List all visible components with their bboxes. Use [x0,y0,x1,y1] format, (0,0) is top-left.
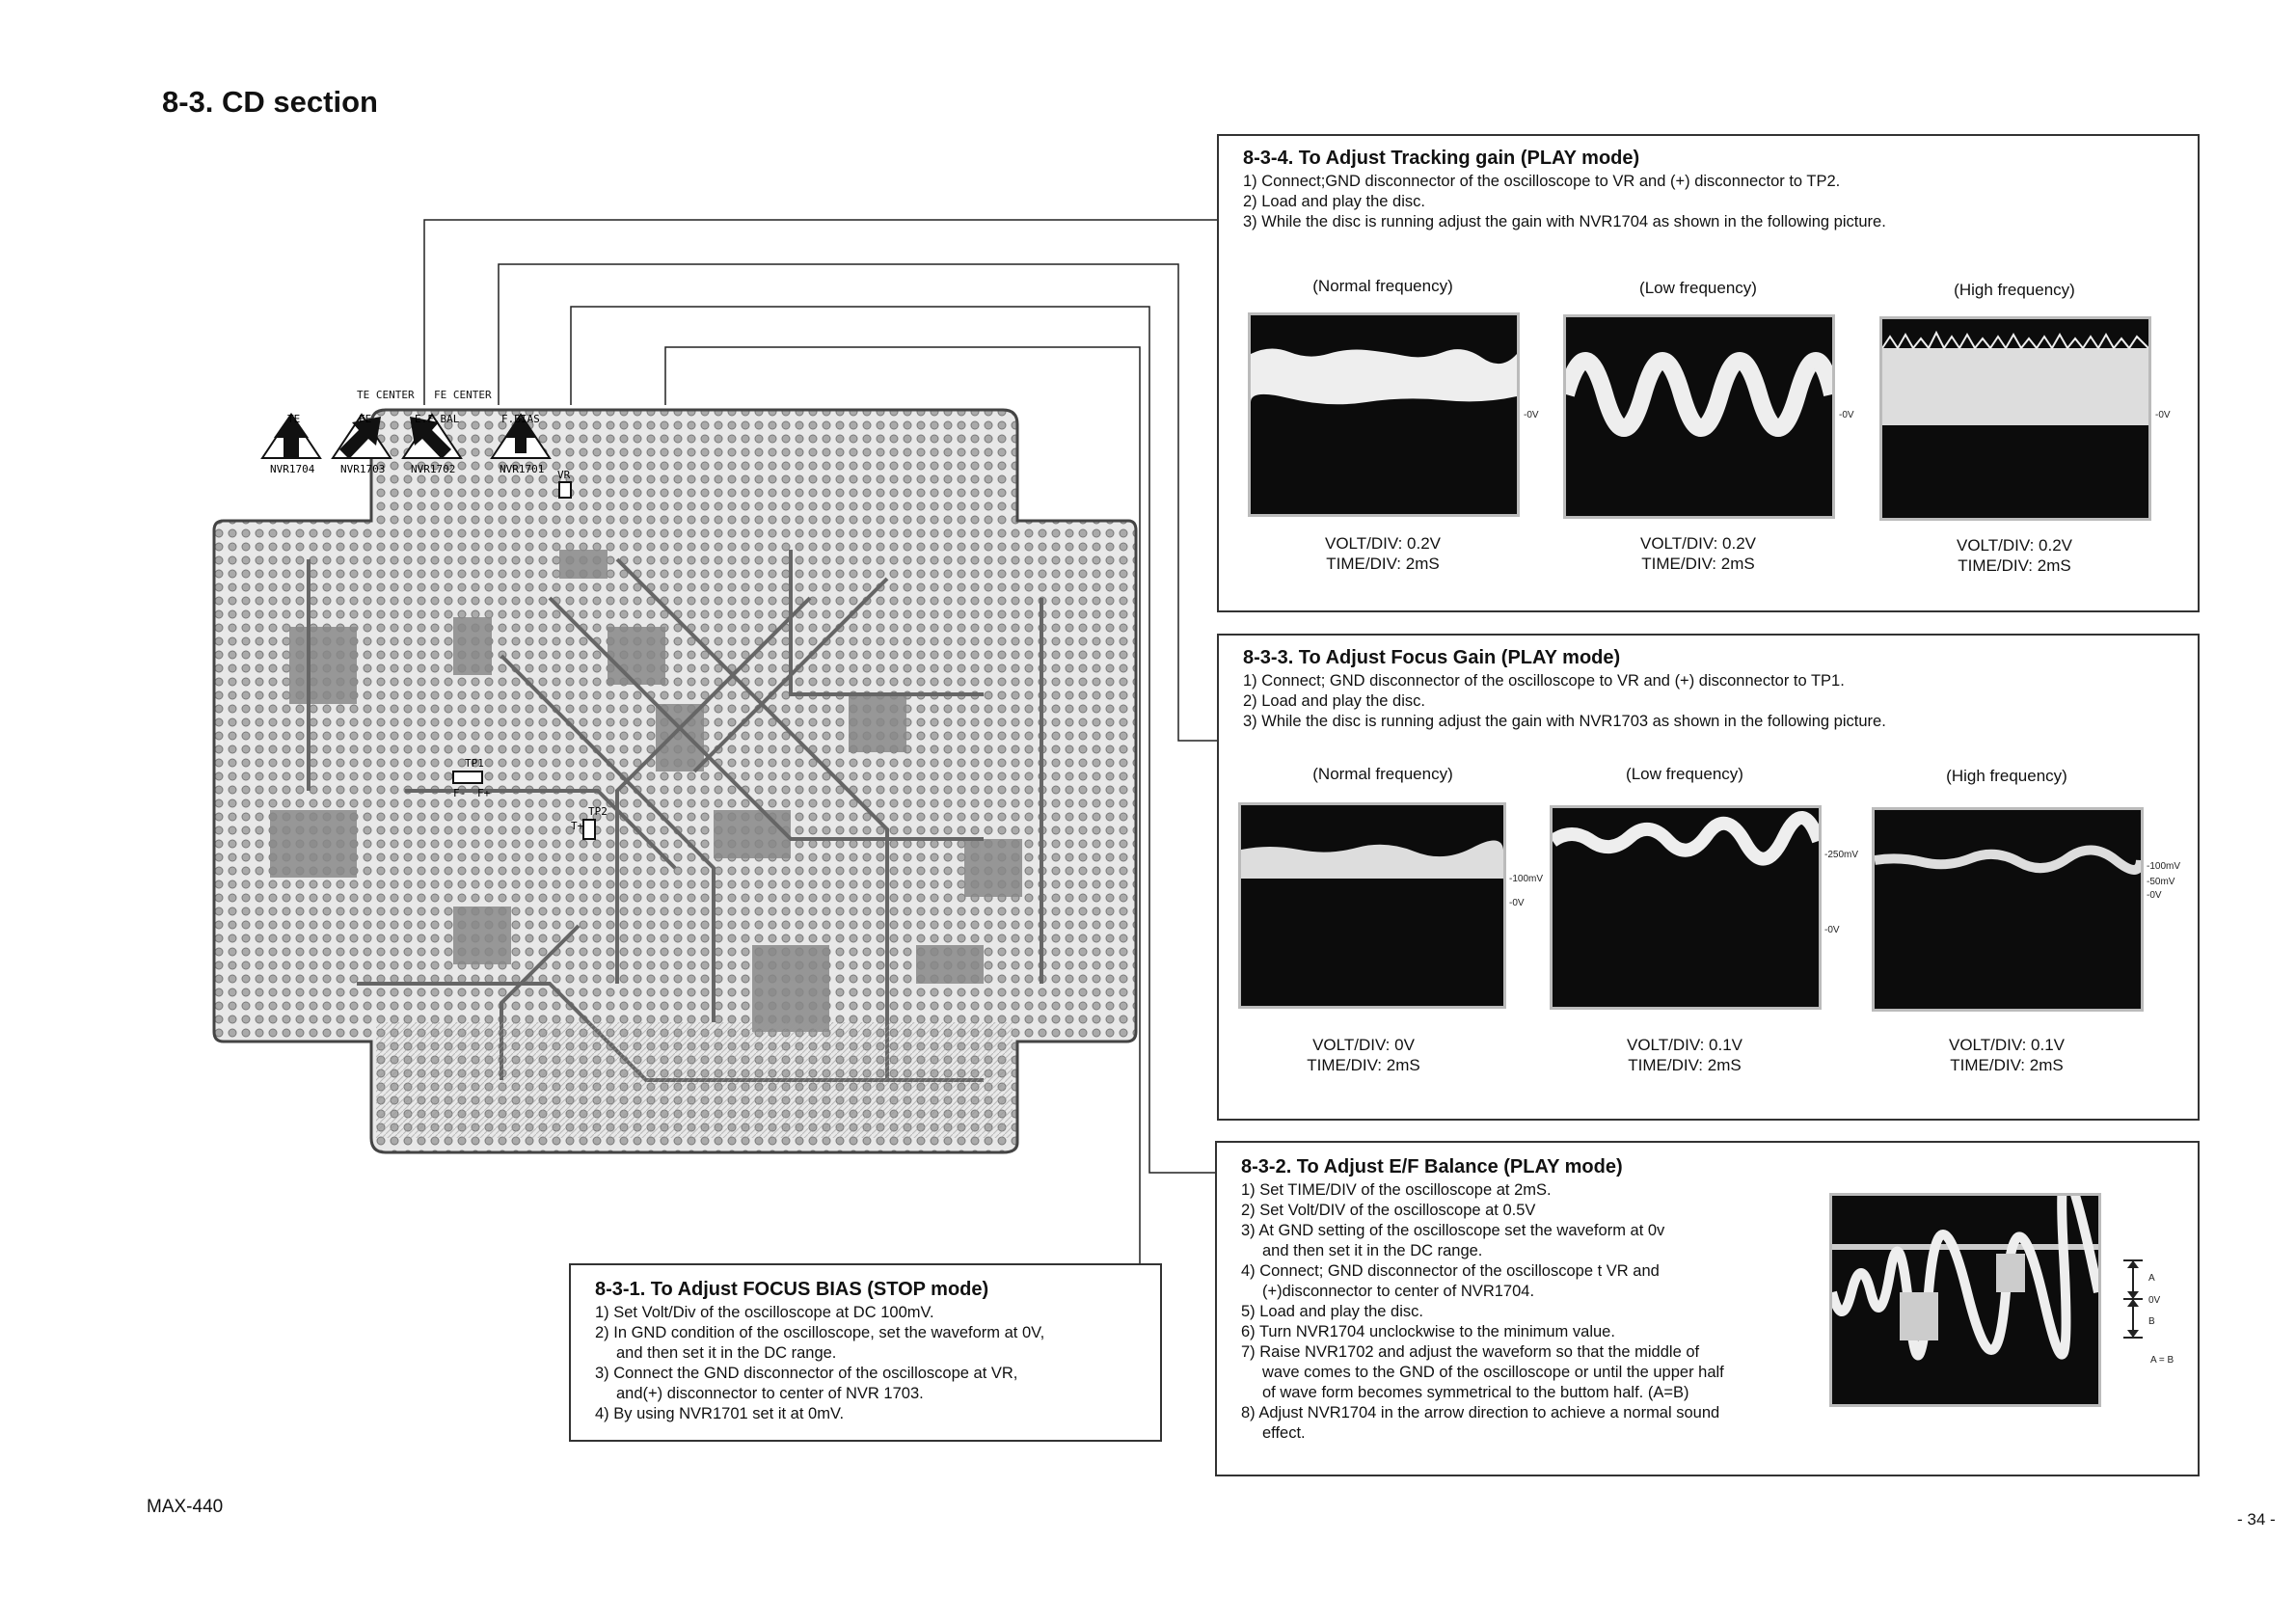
ef-bal-label: E.F.BAL [415,413,460,425]
te-center-label: TE CENTER [357,389,415,401]
scope-label: (Normal frequency) [1312,765,1453,783]
step: 6) Turn NVR1704 unclockwise to the minimum value. [1241,1323,1615,1340]
nvr1704-label: NVR1704 [270,463,315,475]
scope-label: (High frequency) [1946,767,2067,785]
focus-bias-section [569,1263,1162,1442]
zero-volt-marker: -0V [1824,925,1840,935]
step: 2) Load and play the disc. [1243,193,1425,210]
zero-volt-marker: -0V [2147,890,2162,901]
tp2-label: TP2 [588,805,608,818]
f-minus-label: F- [453,787,467,799]
scope-caption: VOLT/DIV: 0.1V TIME/DIV: 2mS [1627,1036,1742,1074]
step: 8) Adjust NVR1704 in the arrow direction to achieve a normal sound [1241,1404,1720,1421]
oscilloscope-trace [1563,314,1835,519]
focus-gain-section [1217,634,2200,1121]
section-title: 8-3-3. To Adjust Focus Gain (PLAY mode) [1243,647,1621,668]
fe-label: FE [359,413,372,425]
step: 3) While the disc is running adjust the gain with NVR1703 as shown in the following picture. [1243,713,1886,730]
model-number: MAX-440 [147,1497,224,1517]
nvr1703-label: NVR1703 [340,463,386,475]
zero-volt-marker: -0V [1524,410,1539,420]
scope-caption: VOLT/DIV: 0V TIME/DIV: 2mS [1307,1036,1420,1074]
voltage-marker: -50mV [2147,877,2175,887]
step: (+)disconnector to center of NVR1704. [1262,1283,1535,1300]
step: 3) While the disc is running adjust the gain with NVR1704 as shown in the following picture. [1243,213,1886,230]
step: 5) Load and play the disc. [1241,1303,1423,1320]
step: 2) Set Volt/DIV of the oscilloscope at 0.5V [1241,1202,1536,1219]
t-plus-label: T+ [571,820,584,832]
step: and(+) disconnector to center of NVR 1703. [616,1385,924,1402]
scope-label: (High frequency) [1954,281,2075,299]
step: 7) Raise NVR1702 and adjust the waveform so that the middle of [1241,1343,1700,1361]
step: 2) In GND condition of the oscilloscope, set the waveform at 0V, [595,1324,1045,1341]
a-equals-b-label: A = B [2150,1355,2174,1366]
step: and then set it in the DC range. [1262,1242,1483,1259]
ef-balance-section [1215,1141,2200,1476]
scope-label: (Low frequency) [1639,279,1757,297]
label-b: B [2148,1316,2155,1327]
f-bias-label: F.BIAS [501,413,540,425]
oscilloscope-trace [1829,1193,2101,1407]
amplitude-annotation [2114,1259,2172,1355]
step: 1) Connect; GND disconnector of the oscilloscope to VR and (+) disconnector to TP1. [1243,672,1845,690]
page-title: 8-3. CD section [162,85,378,119]
oscilloscope-trace [1248,312,1520,517]
tp1-test-point [453,771,482,783]
scope-label: (Normal frequency) [1312,277,1453,295]
oscilloscope-trace [1550,805,1822,1010]
step: 1) Set TIME/DIV of the oscilloscope at 2mS. [1241,1181,1552,1199]
steps-list [1241,1180,1820,1444]
step: 3) Connect the GND disconnector of the oscilloscope at VR, [595,1365,1018,1382]
page-number: - 34 - [2237,1510,2276,1529]
tp1-label: TP1 [465,757,484,770]
oscilloscope-trace [1238,802,1506,1009]
scope-caption: VOLT/DIV: 0.2V TIME/DIV: 2mS [1640,534,1756,573]
section-title: 8-3-1. To Adjust FOCUS BIAS (STOP mode) [595,1279,989,1300]
steps-list [595,1303,1044,1424]
voltage-marker: -250mV [1824,850,1859,860]
tp2-test-point [583,820,595,839]
step: 1) Set Volt/Div of the oscilloscope at DC 100mV. [595,1304,934,1321]
step: and then set it in the DC range. [616,1344,837,1362]
oscilloscope-trace [1872,807,2144,1012]
zero-volt-marker: -0V [2155,410,2171,420]
zero-volt-marker: -0V [1509,898,1525,908]
step: 4) By using NVR1701 set it at 0mV. [595,1405,845,1422]
step: of wave form becomes symmetrical to the buttom half. (A=B) [1262,1384,1689,1401]
zero-volt-marker: 0V [2148,1295,2161,1306]
oscilloscope-trace [1879,316,2151,521]
section-title: 8-3-4. To Adjust Tracking gain (PLAY mode) [1243,148,1640,169]
step: 3) At GND setting of the oscilloscope set the waveform at 0v [1241,1222,1665,1239]
step: effect. [1262,1424,1306,1442]
fe-center-label: FE CENTER [434,389,492,401]
scope-caption: VOLT/DIV: 0.1V TIME/DIV: 2mS [1949,1036,2065,1074]
section-title: 8-3-2. To Adjust E/F Balance (PLAY mode) [1241,1156,1623,1177]
f-plus-label: F+ [477,787,491,799]
nvr1702-label: NVR1702 [411,463,456,475]
vr-test-point [559,482,571,498]
voltage-marker: -100mV [2147,861,2181,872]
zero-volt-marker: -0V [1839,410,1854,420]
voltage-marker: -100mV [1509,874,1544,884]
pcb-layout-diagram [212,405,1138,1157]
label-a: A [2148,1273,2155,1284]
scope-caption: VOLT/DIV: 0.2V TIME/DIV: 2mS [1325,534,1441,573]
tracking-gain-section [1217,134,2200,612]
vr-label: VR [557,469,571,481]
scope-caption: VOLT/DIV: 0.2V TIME/DIV: 2mS [1957,536,2072,575]
step: 1) Connect;GND disconnector of the oscilloscope to VR and (+) disconnector to TP2. [1243,173,1841,190]
nvr1701-label: NVR1701 [500,463,545,475]
step: wave comes to the GND of the oscilloscope or until the upper half [1262,1364,1724,1381]
step: 2) Load and play the disc. [1243,692,1425,710]
te-label: TE [287,413,301,425]
scope-label: (Low frequency) [1626,765,1743,783]
step: 4) Connect; GND disconnector of the oscilloscope t VR and [1241,1262,1660,1280]
